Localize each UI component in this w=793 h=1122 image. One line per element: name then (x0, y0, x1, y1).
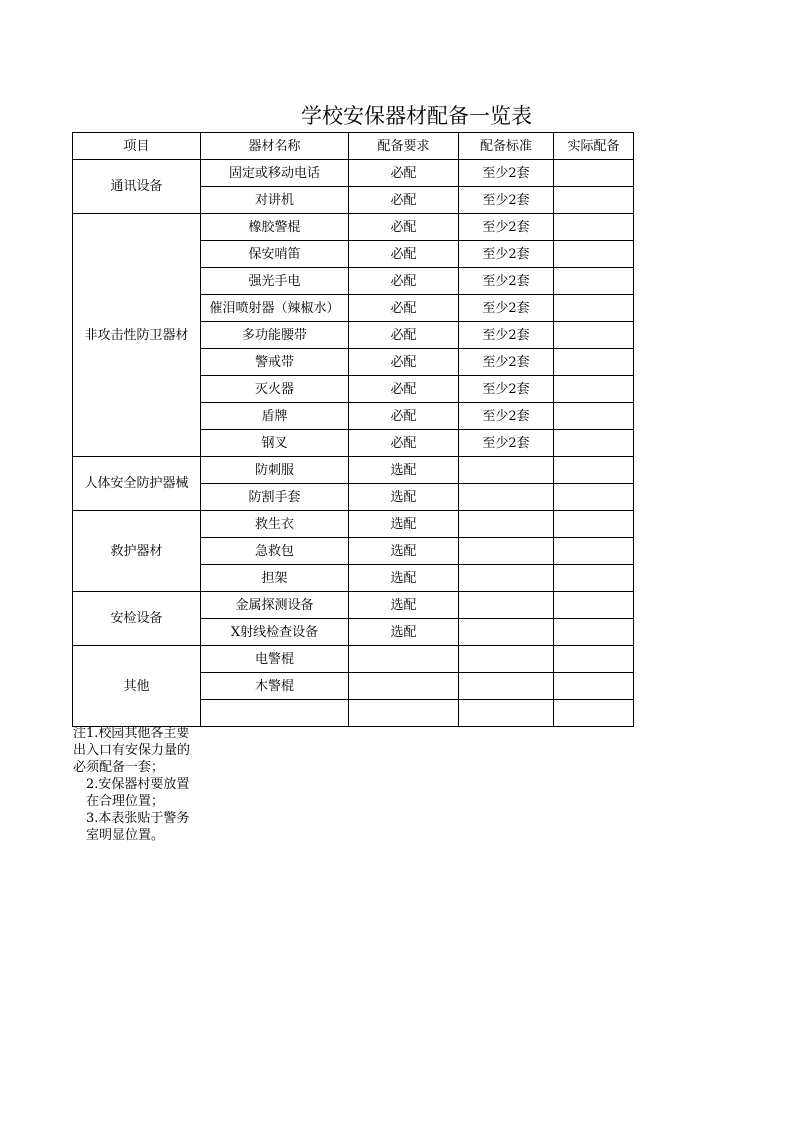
equipment-name-cell: 催泪喷射器（辣椒水） (201, 295, 349, 322)
category-cell: 非攻击性防卫器材 (73, 214, 201, 457)
actual-cell (554, 295, 634, 322)
requirement-cell: 必配 (349, 295, 459, 322)
requirement-cell: 选配 (349, 619, 459, 646)
actual-cell (554, 403, 634, 430)
standard-cell (459, 565, 554, 592)
standard-cell (459, 538, 554, 565)
equipment-name-cell: 急救包 (201, 538, 349, 565)
table-row (73, 214, 634, 241)
equipment-name-cell: X射线检查设备 (201, 619, 349, 646)
note-1: 注1.校园其他各主要出入口有安保力量的必须配备一套； (73, 726, 191, 775)
equipment-name-cell (201, 700, 349, 727)
category-cell: 通讯设备 (73, 160, 201, 214)
header-actual: 实际配备 (554, 133, 634, 160)
equipment-table (72, 132, 634, 727)
category-cell: 其他 (73, 646, 201, 727)
requirement-cell: 选配 (349, 484, 459, 511)
standard-cell: 至少2套 (459, 295, 554, 322)
standard-cell: 至少2套 (459, 349, 554, 376)
equipment-name-cell: 防刺服 (201, 457, 349, 484)
equipment-name-cell: 钢叉 (201, 430, 349, 457)
equipment-name-cell: 木警棍 (201, 673, 349, 700)
standard-cell (459, 673, 554, 700)
note-2: 2.安保器村要放置在合理位置； (86, 777, 190, 809)
equipment-name-cell: 防割手套 (201, 484, 349, 511)
standard-cell: 至少2套 (459, 376, 554, 403)
standard-cell (459, 700, 554, 727)
equipment-name-cell: 对讲机 (201, 187, 349, 214)
actual-cell (554, 457, 634, 484)
requirement-cell: 必配 (349, 160, 459, 187)
equipment-name-cell: 金属探测设备 (201, 592, 349, 619)
requirement-cell: 必配 (349, 322, 459, 349)
equipment-name-cell: 固定或移动电话 (201, 160, 349, 187)
actual-cell (554, 619, 634, 646)
requirement-cell: 必配 (349, 403, 459, 430)
category-cell: 人体安全防护器械 (73, 457, 201, 511)
note-3: 3.本表张贴于警务室明显位置。 (86, 811, 190, 843)
equipment-name-cell: 担架 (201, 565, 349, 592)
table-row (73, 592, 634, 619)
table-row (73, 457, 634, 484)
table-row (73, 511, 634, 538)
requirement-cell: 必配 (349, 187, 459, 214)
equipment-name-cell: 橡胶警棍 (201, 214, 349, 241)
actual-cell (554, 322, 634, 349)
equipment-name-cell: 盾牌 (201, 403, 349, 430)
equipment-name-cell: 警戒带 (201, 349, 349, 376)
requirement-cell: 必配 (349, 430, 459, 457)
actual-cell (554, 700, 634, 727)
header-standard: 配备标准 (459, 133, 554, 160)
standard-cell: 至少2套 (459, 322, 554, 349)
category-cell: 救护器材 (73, 511, 201, 592)
standard-cell (459, 511, 554, 538)
requirement-cell (349, 700, 459, 727)
header-row (73, 133, 634, 160)
table-row (73, 160, 634, 187)
requirement-cell: 必配 (349, 241, 459, 268)
standard-cell: 至少2套 (459, 160, 554, 187)
actual-cell (554, 673, 634, 700)
requirement-cell: 选配 (349, 592, 459, 619)
actual-cell (554, 160, 634, 187)
equipment-name-cell: 电警棍 (201, 646, 349, 673)
actual-cell (554, 187, 634, 214)
equipment-name-cell: 多功能腰带 (201, 322, 349, 349)
standard-cell: 至少2套 (459, 430, 554, 457)
standard-cell: 至少2套 (459, 268, 554, 295)
standard-cell: 至少2套 (459, 214, 554, 241)
header-name: 器材名称 (201, 133, 349, 160)
requirement-cell: 选配 (349, 538, 459, 565)
standard-cell (459, 457, 554, 484)
equipment-name-cell: 灭火器 (201, 376, 349, 403)
requirement-cell: 必配 (349, 376, 459, 403)
header-requirement: 配备要求 (349, 133, 459, 160)
actual-cell (554, 565, 634, 592)
table-body (73, 133, 634, 727)
actual-cell (554, 592, 634, 619)
standard-cell (459, 484, 554, 511)
actual-cell (554, 484, 634, 511)
actual-cell (554, 241, 634, 268)
standard-cell: 至少2套 (459, 241, 554, 268)
requirement-cell: 选配 (349, 457, 459, 484)
requirement-cell: 选配 (349, 565, 459, 592)
equipment-name-cell: 救生衣 (201, 511, 349, 538)
actual-cell (554, 511, 634, 538)
requirement-cell: 必配 (349, 214, 459, 241)
header-category: 项目 (73, 133, 201, 160)
equipment-name-cell: 强光手电 (201, 268, 349, 295)
actual-cell (554, 214, 634, 241)
notes (73, 725, 201, 844)
requirement-cell (349, 673, 459, 700)
standard-cell (459, 646, 554, 673)
requirement-cell: 必配 (349, 268, 459, 295)
actual-cell (554, 430, 634, 457)
actual-cell (554, 376, 634, 403)
standard-cell (459, 592, 554, 619)
actual-cell (554, 538, 634, 565)
actual-cell (554, 268, 634, 295)
equipment-name-cell: 保安哨笛 (201, 241, 349, 268)
standard-cell (459, 619, 554, 646)
requirement-cell: 必配 (349, 349, 459, 376)
standard-cell: 至少2套 (459, 403, 554, 430)
category-cell: 安检设备 (73, 592, 201, 646)
table-row (73, 646, 634, 673)
standard-cell: 至少2套 (459, 187, 554, 214)
page-title: 学校安保器材配备一览表 (301, 104, 532, 128)
requirement-cell (349, 646, 459, 673)
actual-cell (554, 646, 634, 673)
actual-cell (554, 349, 634, 376)
requirement-cell: 选配 (349, 511, 459, 538)
